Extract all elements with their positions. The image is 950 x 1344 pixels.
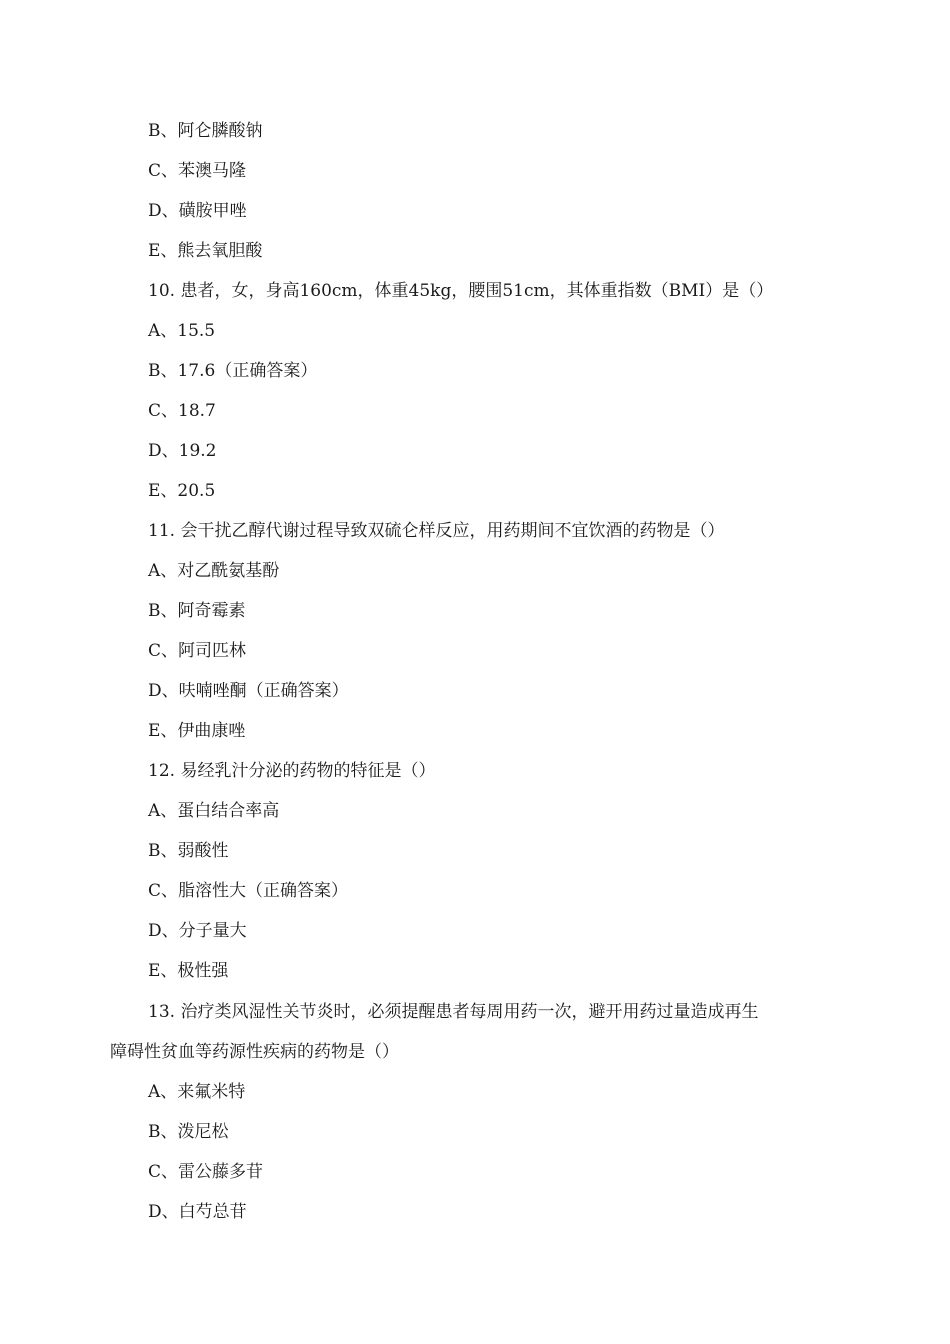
question-line-continued: 障碍性贫血等药源性疾病的药物是（） xyxy=(110,1042,399,1062)
question-line: 13. 治疗类风湿性关节炎时，必须提醒患者每周用药一次，避开用药过量造成再生 xyxy=(148,1002,759,1022)
option-line: D、磺胺甲唑 xyxy=(148,201,247,221)
option-line: E、极性强 xyxy=(148,961,229,981)
option-line: A、蛋白结合率高 xyxy=(148,801,280,821)
question-line: 11. 会干扰乙醇代谢过程导致双硫仑样反应，用药期间不宜饮酒的药物是（） xyxy=(148,521,725,541)
option-line: C、雷公藤多苷 xyxy=(148,1162,264,1182)
option-line: A、来氟米特 xyxy=(148,1082,246,1102)
option-line: B、弱酸性 xyxy=(148,841,229,861)
option-line: E、20.5 xyxy=(148,481,216,501)
option-line: D、19.2 xyxy=(148,441,217,461)
option-line: E、熊去氧胆酸 xyxy=(148,241,263,261)
question-line: 10. 患者，女，身高160cm，体重45kg，腰围51cm，其体重指数（BMI）是（） xyxy=(148,281,774,301)
option-line: B、阿仑膦酸钠 xyxy=(148,121,263,141)
option-line: A、15.5 xyxy=(148,321,216,341)
option-line: D、分子量大 xyxy=(148,921,247,941)
option-line: D、呋喃唑酮（正确答案） xyxy=(148,681,349,701)
option-line: C、脂溶性大（正确答案） xyxy=(148,881,349,901)
option-line: B、阿奇霉素 xyxy=(148,601,246,621)
option-line: C、苯澳马隆 xyxy=(148,161,247,181)
option-line: A、对乙酰氨基酚 xyxy=(148,561,280,581)
question-line: 12. 易经乳汁分泌的药物的特征是（） xyxy=(148,761,436,781)
option-line: D、白芍总苷 xyxy=(148,1202,247,1222)
option-line: C、阿司匹林 xyxy=(148,641,247,661)
option-line: B、泼尼松 xyxy=(148,1122,229,1142)
option-line: B、17.6（正确答案） xyxy=(148,361,318,381)
option-line: C、18.7 xyxy=(148,401,216,421)
option-line: E、伊曲康唑 xyxy=(148,721,246,741)
